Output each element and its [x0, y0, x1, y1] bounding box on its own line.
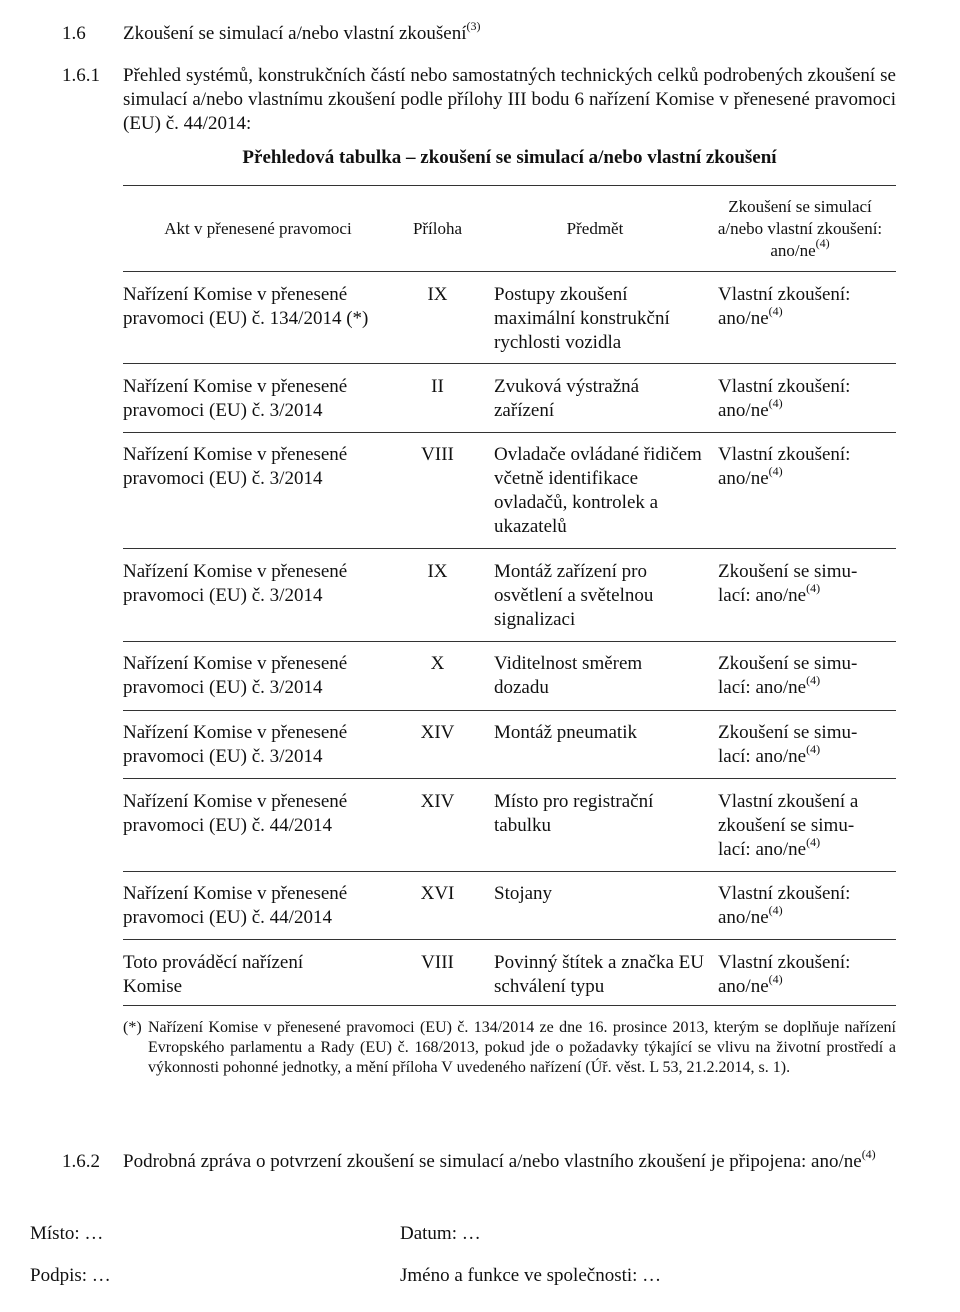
row9-annex: VIII	[421, 952, 454, 973]
section-title	[123, 18, 481, 46]
row8-testing	[718, 882, 878, 930]
row2-testing-text: Vlastní zkoušení: ano/ne	[718, 376, 851, 421]
row9-subject: Povinný štítek a značka EU schválení typu	[494, 952, 705, 997]
row-rule	[123, 641, 896, 642]
subsection-2-text-body: Podrobná zpráva o potvrzení zkoušení se simulací a/nebo vlastního zkoušení je připojena: ano/ne	[123, 1151, 862, 1172]
row4-act: Nařízení Komise v přenesené pravomoci (EU) č. 3/2014	[123, 561, 348, 606]
row5-testing	[718, 652, 878, 700]
table-footnote-text: Nařízení Komise v přenesené pravomoci (EU) č. 134/2014 ze dne 16. prosince 2013, kterým se doplňuje nařízení Evropského parlamentu a Rady (EU) č. 168/2013, pokud jde o požadavky týkající se vlivu na životní prostředí a výkonnosti pohonné jednotky, a mění příloha V uvedeného nařízení (Úř. věst. L 53, 21.2.2014, s. 1).	[148, 1019, 896, 1076]
row-rule	[123, 871, 896, 872]
row4-testing	[718, 560, 878, 608]
row1-testing-text: Vlastní zkoušení: ano/ne	[718, 284, 851, 329]
footnote-ref: (4)	[768, 395, 783, 410]
row3-act: Nařízení Komise v přenesené pravomoci (EU) č. 3/2014	[123, 444, 348, 489]
row7-subject: Místo pro registrační tabulku	[494, 791, 654, 836]
header-testing	[705, 196, 895, 262]
row4-annex: IX	[427, 561, 448, 582]
row2-annex: II	[431, 376, 444, 397]
row-rule	[123, 363, 896, 364]
row3-subject: Ovladače ovládané řidičem včetně identifikace ovladačů, kontrolek a ukazatelů	[494, 444, 702, 537]
table-footnote-marker: (*)	[123, 1019, 142, 1036]
subsection-number: 1.6.1	[62, 65, 100, 86]
row3-testing-text: Vlastní zkoušení: ano/ne	[718, 444, 851, 489]
row-rule	[123, 710, 896, 711]
row6-testing	[718, 721, 878, 769]
footnote-ref: (3)	[466, 18, 481, 33]
table-title: Přehledová tabulka – zkoušení se simulací a/nebo vlastní zkoušení	[242, 147, 777, 168]
row2-testing	[718, 375, 878, 423]
row-rule	[123, 432, 896, 433]
row5-testing-text: Zkoušení se simulací: ano/ne	[718, 653, 858, 698]
row4-testing-text: Zkoušení se simulací: ano/ne	[718, 561, 858, 606]
row-rule	[123, 548, 896, 549]
subsection-2-text	[123, 1146, 896, 1174]
row5-subject: Viditelnost směrem dozadu	[494, 653, 643, 698]
row3-testing	[718, 443, 878, 491]
table-bottom-rule	[123, 1005, 896, 1006]
subsection-text: Přehled systémů, konstrukčních částí nebo samostatných technických celků podrobených zkoušení se simulací a/nebo vlastnímu zkoušení podle přílohy III bodu 6 nařízení Komise v přenesené pravomoci (EU) č. 44/2014:	[123, 65, 896, 134]
footnote-ref: (4)	[806, 580, 821, 595]
footnote-ref: (4)	[768, 902, 783, 917]
footnote-ref: (4)	[768, 463, 783, 478]
row4-subject: Montáž zařízení pro osvětlení a světelnou signalizaci	[494, 561, 654, 630]
footnote-ref: (4)	[768, 303, 783, 318]
header-act: Akt v přenesené pravomoci	[164, 219, 352, 238]
row7-act: Nařízení Komise v přenesené pravomoci (EU) č. 44/2014	[123, 791, 348, 836]
row-rule	[123, 939, 896, 940]
row1-annex: IX	[427, 284, 448, 305]
row6-testing-text: Zkoušení se simulací: ano/ne	[718, 722, 858, 767]
row9-testing	[718, 951, 878, 999]
row6-subject: Montáž pneumatik	[494, 722, 637, 743]
table-top-rule	[123, 185, 896, 186]
footnote-ref: (4)	[768, 971, 783, 986]
row6-annex: XIV	[420, 722, 455, 743]
row8-act: Nařízení Komise v přenesené pravomoci (EU) č. 44/2014	[123, 883, 348, 928]
date-field: Datum: …	[400, 1223, 481, 1244]
row6-act: Nařízení Komise v přenesené pravomoci (EU) č. 3/2014	[123, 722, 348, 767]
header-subject: Předmět	[566, 219, 624, 238]
row-rule	[123, 778, 896, 779]
row8-subject: Stojany	[494, 883, 553, 904]
footnote-ref: (4)	[806, 834, 821, 849]
header-annex: Příloha	[412, 219, 463, 238]
footnote-ref: (4)	[815, 236, 830, 251]
place-field: Místo: …	[30, 1223, 104, 1244]
footnote-ref: (4)	[806, 672, 821, 687]
row2-subject: Zvuková výstražná zařízení	[494, 376, 640, 421]
row8-annex: XVI	[420, 883, 455, 904]
table-header-rule	[123, 271, 896, 272]
row2-act: Nařízení Komise v přenesené pravomoci (EU) č. 3/2014	[123, 376, 348, 421]
row7-testing-text: Vlastní zkoušení a zkoušení se simulací: ano/ne	[718, 791, 859, 860]
row7-testing	[718, 790, 878, 862]
row8-testing-text: Vlastní zkoušení: ano/ne	[718, 883, 851, 928]
row9-testing-text: Vlastní zkoušení: ano/ne	[718, 952, 851, 997]
section-number: 1.6	[62, 23, 86, 44]
row7-annex: XIV	[420, 791, 455, 812]
name-function-field: Jméno a funkce ve společnosti: …	[400, 1265, 662, 1286]
row3-annex: VIII	[421, 444, 454, 465]
header-testing-text: Zkoušení se simulací a/nebo vlastní zkoušení: ano/ne	[717, 197, 883, 260]
section-title-text: Zkoušení se simulací a/nebo vlastní zkoušení	[123, 23, 467, 44]
row5-act: Nařízení Komise v přenesené pravomoci (EU) č. 3/2014	[123, 653, 348, 698]
footnote-ref: (4)	[806, 741, 821, 756]
row1-testing	[718, 283, 878, 331]
row5-annex: X	[430, 653, 445, 674]
row1-act: Nařízení Komise v přenesené pravomoci (EU) č. 134/2014 (*)	[123, 284, 369, 329]
footnote-ref: (4)	[861, 1146, 876, 1161]
signature-field: Podpis: …	[30, 1265, 111, 1286]
subsection-2-number: 1.6.2	[62, 1151, 100, 1172]
row9-act: Toto prováděcí nařízení Komise	[123, 952, 304, 997]
row1-subject: Postupy zkoušení maximální konstrukční rychlosti vozidla	[494, 284, 670, 353]
